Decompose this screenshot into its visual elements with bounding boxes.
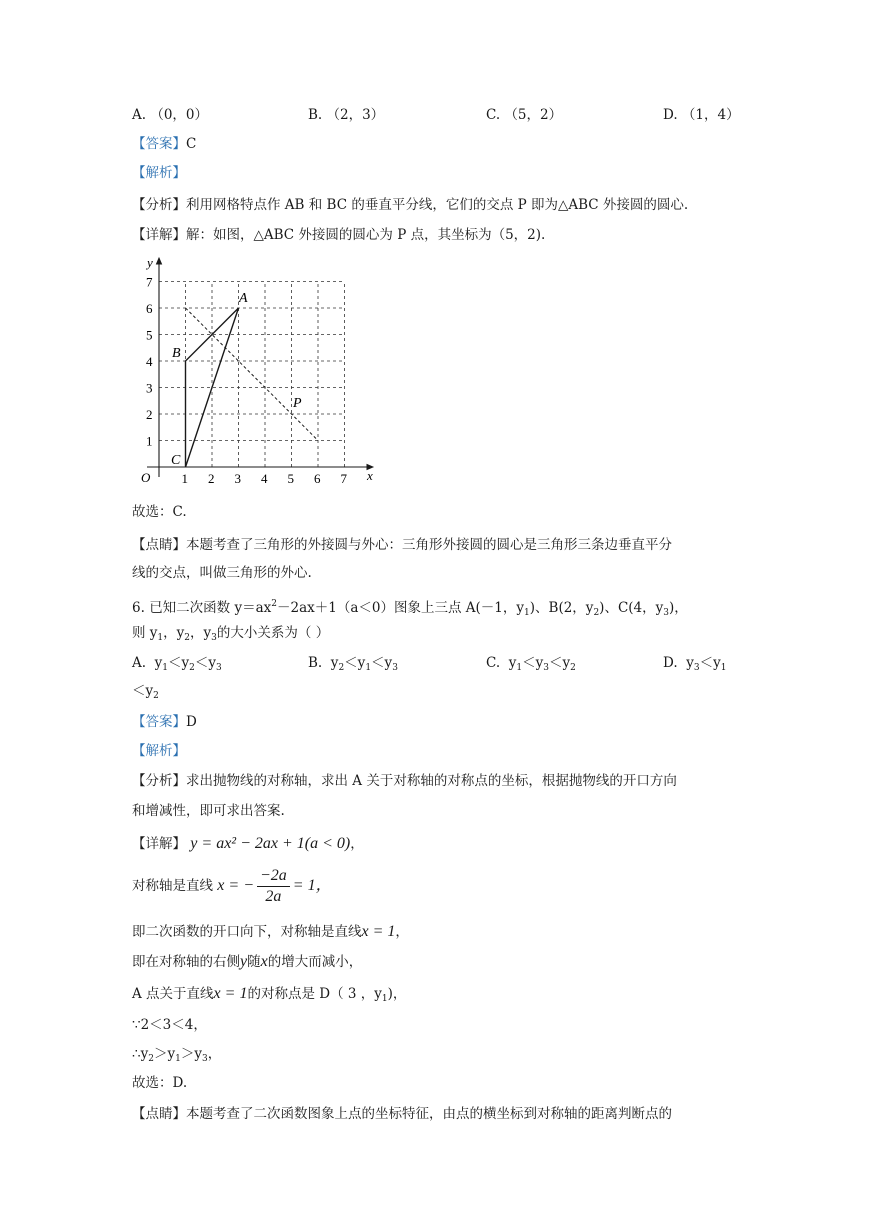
q6-stem-text: ，y xyxy=(163,625,185,641)
y-tick-label: 2 xyxy=(146,407,153,422)
q6-dianjing-line xyxy=(132,1104,672,1124)
q5-dianjing-text-1: 本题考查了三角形的外接圆与外心：三角形外接圆的圆心是三角形三条边垂直平分 xyxy=(186,537,672,553)
q5-option-d: D. （1，4） xyxy=(663,107,740,123)
q6-stem-text: )， xyxy=(669,600,688,616)
x-axis-label: x xyxy=(367,468,373,483)
q5-option-c: C. （5，2） xyxy=(486,107,563,123)
q6-axis-line xyxy=(132,866,332,907)
q6-option-d: D. $y_3<y_1$ xyxy=(663,655,727,673)
x-tick-label: 7 xyxy=(340,471,347,486)
equation: x = − xyxy=(217,877,254,894)
xiangjie-tag: 【详解】 xyxy=(132,836,186,852)
dianjing-tag: 【点睛】 xyxy=(132,537,186,553)
subscript: 3 xyxy=(211,633,217,643)
x-tick-label: 6 xyxy=(314,471,321,486)
y-tick-label: 6 xyxy=(146,301,153,316)
x-tick-label: 5 xyxy=(287,471,294,486)
y-tick-label: 3 xyxy=(146,380,153,396)
subscript: 3 xyxy=(543,663,549,673)
text: 随 xyxy=(247,954,261,970)
subscript: 3 xyxy=(201,1054,208,1064)
subscript: 3 xyxy=(693,663,700,673)
q5-xiangjie-text: 解：如图，△ABC 外接圆的圆心为 P 点，其坐标为（5，2). xyxy=(186,227,546,243)
q6-stem-text: ，y xyxy=(190,625,212,641)
q6-option-c: C. $y_1<y_3<y_2$ xyxy=(486,655,576,673)
q6-sym-line xyxy=(132,984,406,1009)
q6-answer-line xyxy=(132,712,197,732)
xiangjie-tag: 【详解】 xyxy=(132,227,186,243)
q6-open-line xyxy=(132,922,409,942)
var: x xyxy=(260,953,268,970)
equation: y = ax² − 2ax + 1(a < 0) xyxy=(190,835,351,852)
y-axis-label: y xyxy=(147,255,153,270)
x-tick-label: 3 xyxy=(234,471,241,486)
x-tick-label: 1 xyxy=(181,471,188,486)
fraction-numerator: −2a xyxy=(257,866,290,887)
option-wrap-text: ＜y xyxy=(132,683,154,699)
text: )， xyxy=(387,986,407,1002)
subscript: 1 xyxy=(157,633,164,643)
q6-stem-text: 的大小关系为（ ） xyxy=(216,625,330,641)
equation: = 1， xyxy=(292,877,332,894)
option-label: B. xyxy=(308,655,323,671)
dianjing-tag: 【点睛】 xyxy=(132,1106,186,1122)
subscript: 2 xyxy=(153,691,159,701)
subscript: 1 xyxy=(365,663,372,673)
text: 即在对称轴的右侧 xyxy=(132,954,240,970)
q5-choice: 故选：C. xyxy=(132,504,187,520)
text: 即二次函数的开口向下，对称轴是直线 xyxy=(132,924,362,940)
text: 的对称点是 D（ 3 ，y xyxy=(247,986,382,1002)
q6-stem-text: 已知二次函数 y＝ax xyxy=(149,600,272,616)
answer-tag: 【答案】 xyxy=(132,136,186,152)
q6-number: 6. xyxy=(132,600,145,616)
q5-xiangjie-line xyxy=(132,225,545,245)
q5-dianjing-text-2: 线的交点，叫做三角形的外心. xyxy=(132,565,312,581)
subscript: 2 xyxy=(593,608,600,618)
q6-fenxi-text: 求出抛物线的对称轴，求出 A 关于对称轴的对称点的坐标，根据抛物线的开口方向 xyxy=(186,773,677,789)
subscript: 2 xyxy=(570,663,576,673)
origin-label: O xyxy=(141,470,151,485)
y-tick-label: 5 xyxy=(146,327,153,343)
punct: ， xyxy=(395,924,409,940)
option-label: C. xyxy=(486,655,501,671)
q6-therefore xyxy=(132,1044,221,1069)
fenxi-tag: 【分析】 xyxy=(132,197,186,213)
subscript: 3 xyxy=(392,663,398,673)
text: ＞y xyxy=(153,1046,176,1062)
q6-xiangjie-line xyxy=(132,834,364,854)
q6-analysis-tag: 【解析】 xyxy=(132,743,186,759)
subscript: 2 xyxy=(148,1054,154,1064)
answer-tag: 【答案】 xyxy=(132,714,186,730)
q6-right-line xyxy=(132,952,362,972)
q5-answer: C xyxy=(186,136,197,152)
y-tick-label: 1 xyxy=(146,433,153,449)
text: ∴y xyxy=(132,1046,149,1062)
text: ， xyxy=(207,1046,222,1062)
x-tick-label: 4 xyxy=(261,471,268,486)
grid-figure xyxy=(135,252,385,488)
option-label: A. xyxy=(132,655,147,671)
option-label: D. xyxy=(663,655,678,671)
q6-fenxi-line-1 xyxy=(132,771,677,791)
axis-text: 对称轴是直线 xyxy=(132,878,213,894)
q6-option-b: B. $y_2<y_1<y_3$ xyxy=(308,655,398,673)
q5-fenxi-text: 利用网格特点作 AB 和 BC 的垂直平分线，它们的交点 P 即为△ABC 外接圆的圆心. xyxy=(186,197,689,213)
q6-stem-text: 则 y xyxy=(132,625,158,641)
q6-option-d-wrap xyxy=(132,681,159,706)
point-c-label: C xyxy=(171,453,181,468)
q6-answer: D xyxy=(186,714,197,730)
point-b-label: B xyxy=(172,346,181,361)
subscript: 2 xyxy=(338,663,345,673)
q6-choice: 故选：D. xyxy=(132,1075,188,1091)
subscript: 3 xyxy=(663,608,669,618)
fenxi-tag: 【分析】 xyxy=(132,773,186,789)
superscript: 2 xyxy=(271,599,278,609)
subscript: 2 xyxy=(184,633,191,643)
triangle-abc xyxy=(186,308,239,467)
subscript: 2 xyxy=(189,663,195,673)
q6-dianjing-text: 本题考查了二次函数图象上点的坐标特征，由点的横坐标到对称轴的距离判断点的 xyxy=(186,1106,672,1122)
equation: x = 1 xyxy=(213,985,248,1002)
text: ＞y xyxy=(180,1046,202,1062)
q6-option-a: A. $y_1<y_2<y_3$ xyxy=(132,655,222,673)
fraction xyxy=(257,866,290,907)
subscript: 1 xyxy=(524,608,530,618)
subscript: 1 xyxy=(516,663,523,673)
perpendicular-bisector xyxy=(186,308,319,441)
fraction-denominator: 2a xyxy=(265,888,282,905)
q5-answer-line xyxy=(132,134,196,154)
var: y xyxy=(240,953,248,970)
q5-fenxi-line xyxy=(132,195,688,215)
subscript: 1 xyxy=(162,663,168,673)
q6-stem-line-1 xyxy=(132,594,688,623)
x-tick-label: 2 xyxy=(208,471,215,486)
q5-option-b: B. （2，3） xyxy=(308,107,385,123)
text: 的增大而减小， xyxy=(267,954,363,970)
q6-stem-text: )、C(4，y xyxy=(599,600,664,616)
q6-fenxi-line-2: 和增减性，即可求出答案. xyxy=(132,803,285,819)
q5-dianjing-line xyxy=(132,535,672,555)
q6-stem-text: －2ax＋1（a＜0）图象上三点 A(－1，y xyxy=(277,600,525,616)
text: A 点关于直线 xyxy=(132,986,214,1002)
q6-because: ∵2＜3＜4， xyxy=(132,1017,207,1033)
punct: ， xyxy=(350,836,364,852)
y-tick-label: 7 xyxy=(146,274,153,290)
subscript: 1 xyxy=(175,1054,181,1064)
q5-analysis-tag: 【解析】 xyxy=(132,165,186,181)
point-a-label: A xyxy=(239,291,248,306)
subscript: 1 xyxy=(381,994,388,1004)
subscript: 3 xyxy=(216,663,222,673)
point-p-label: P xyxy=(293,396,302,411)
subscript: 1 xyxy=(720,663,727,673)
q6-stem-line-2 xyxy=(132,623,329,648)
q6-stem-text: )、B(2，y xyxy=(529,600,594,616)
q5-option-a: A. （0，0） xyxy=(132,107,209,123)
equation: x = 1 xyxy=(361,923,396,940)
y-tick-label: 4 xyxy=(146,354,153,369)
